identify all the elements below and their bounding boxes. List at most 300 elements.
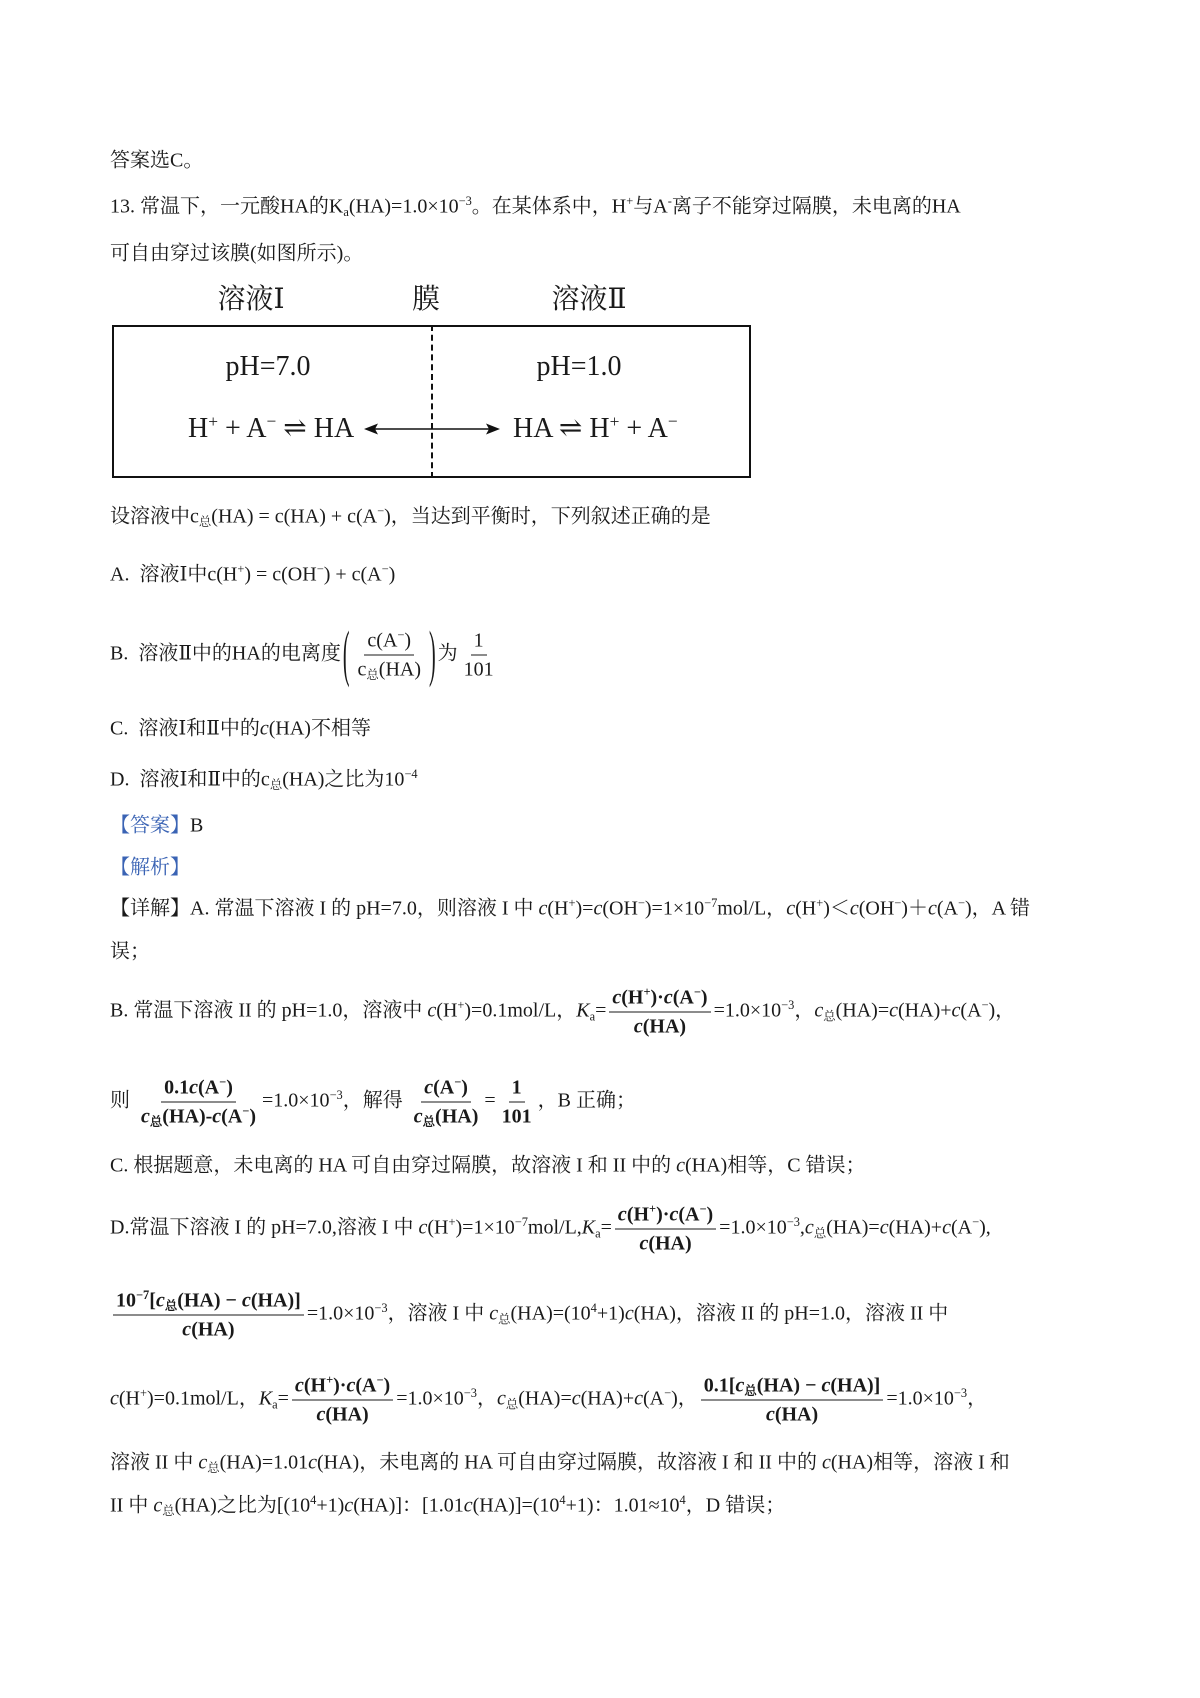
fraction-denominator xyxy=(313,1401,371,1428)
detail-line-a1 xyxy=(110,896,1030,923)
superscript: 4 xyxy=(310,1493,317,1508)
italic-variable: c xyxy=(951,999,961,1022)
text-run: )， xyxy=(671,1387,698,1410)
text-run: = xyxy=(484,1089,496,1112)
text-run: (H xyxy=(436,999,458,1022)
detail-line-d4 xyxy=(110,1450,1010,1477)
superscript: −3 xyxy=(786,1215,800,1230)
text-run: +1) xyxy=(596,1302,625,1325)
text-run: =1.0×10 xyxy=(306,1302,375,1325)
subscript: 总 xyxy=(422,1115,436,1130)
text-run: , xyxy=(799,1216,805,1239)
fraction xyxy=(461,628,497,683)
text-run: (HA)=1.0×10 xyxy=(348,195,459,218)
detail-line-d2 xyxy=(110,1288,948,1343)
text-run: )· xyxy=(656,1203,670,1226)
superscript: −3 xyxy=(374,1301,388,1316)
italic-variable: c xyxy=(212,1105,222,1128)
text-run: C. 根据题意，未电离的 HA 可自由穿过隔膜，故溶液 I 和 II 中的 xyxy=(110,1154,677,1177)
double-headed-arrow-icon xyxy=(362,419,502,439)
answer-line xyxy=(110,813,203,840)
italic-variable: K xyxy=(576,999,590,1022)
superscript: − xyxy=(242,1104,250,1119)
superscript: −3 xyxy=(953,1386,968,1401)
fraction-numerator xyxy=(701,1373,884,1401)
text-run: D.常温下溶液 I 的 pH=7.0,溶液 I 中 xyxy=(110,1216,419,1239)
italic-variable: c xyxy=(765,1403,775,1426)
superscript: + xyxy=(237,562,245,577)
subscript: a xyxy=(595,1226,601,1241)
italic-variable: c xyxy=(346,1374,356,1397)
italic-variable: c xyxy=(942,1216,951,1239)
text-run: (HA)- xyxy=(162,1105,213,1128)
fraction xyxy=(609,985,710,1040)
text-run: (H xyxy=(118,1387,140,1410)
text-run: (HA) xyxy=(191,1318,235,1341)
large-parenthesis: ) xyxy=(429,620,436,690)
italic-variable: c xyxy=(538,897,548,920)
fraction xyxy=(113,1288,304,1343)
italic-variable: c xyxy=(624,1302,634,1325)
text-run: + A xyxy=(619,413,668,445)
superscript: − xyxy=(377,504,385,519)
superscript: − xyxy=(316,562,324,577)
subscript: 总 xyxy=(149,1115,163,1130)
fraction-numerator xyxy=(292,1373,393,1401)
text-run: (A xyxy=(678,1203,700,1226)
large-parenthesis: ( xyxy=(342,620,350,690)
subscript: a xyxy=(589,1009,596,1024)
text-run: mol/L, xyxy=(527,1216,582,1239)
subscript: 总 xyxy=(164,1299,178,1314)
italic-variable: c xyxy=(669,1203,679,1226)
text-run: ) xyxy=(706,1203,714,1226)
superscript: + xyxy=(649,1202,657,1217)
text-run: (H xyxy=(547,897,569,920)
italic-variable: K xyxy=(581,1216,596,1239)
text-run: 10 xyxy=(116,1289,136,1312)
text-run: (HA)之比为[(10 xyxy=(174,1494,311,1517)
superscript: −7 xyxy=(514,1215,528,1230)
text-run: ) xyxy=(226,1076,233,1099)
text-run: (HA)相等，C 错误； xyxy=(685,1154,866,1177)
subscript: 总 xyxy=(823,1009,836,1024)
superscript: + xyxy=(448,1215,456,1230)
italic-variable: c xyxy=(141,1105,150,1128)
text-run: 13. 常温下，一元酸HA的K xyxy=(110,195,344,218)
text-run: ) xyxy=(249,1105,256,1128)
superscript: − xyxy=(454,1075,462,1090)
text-run: (HA) xyxy=(378,658,421,681)
text-run: (HA) − xyxy=(177,1289,242,1312)
subscript: a xyxy=(272,1397,278,1412)
fraction-denominator xyxy=(499,1103,535,1130)
italic-variable: c xyxy=(633,1015,643,1038)
text-run: (A xyxy=(221,1105,243,1128)
text-run: (HA) xyxy=(774,1403,819,1426)
text-run: 101 xyxy=(463,658,494,681)
text-run: (HA)+ xyxy=(888,1216,943,1239)
fraction-numerator xyxy=(471,628,487,656)
text-run: (A xyxy=(643,1387,665,1410)
text-run: (HA)+ xyxy=(580,1387,635,1410)
superscript: 4 xyxy=(590,1301,597,1316)
text-run: =1.0×10 xyxy=(719,1216,787,1239)
text-run: ，溶液 I 中 xyxy=(387,1302,490,1325)
italic-variable: c xyxy=(634,1387,644,1410)
subscript: 总 xyxy=(366,668,379,683)
subscript: 总 xyxy=(198,515,212,530)
text-run: (HA)不相等 xyxy=(268,717,371,740)
superscript: + xyxy=(140,1386,147,1401)
fraction-denominator xyxy=(411,1103,482,1130)
italic-variable: c xyxy=(814,999,824,1022)
text-run: (HA)+ xyxy=(898,999,952,1022)
italic-variable: c xyxy=(110,1387,119,1410)
text-run: (OH xyxy=(602,897,638,920)
italic-variable: c xyxy=(496,1387,506,1410)
superscript: + xyxy=(568,896,576,911)
fraction-denominator xyxy=(636,1230,694,1257)
fraction-numerator xyxy=(113,1288,304,1316)
italic-variable: c xyxy=(155,1289,165,1312)
text-run: ), xyxy=(979,1216,991,1239)
analysis-tag: 【解析】 xyxy=(110,856,190,879)
text-run: =1.0×10 xyxy=(713,999,782,1022)
italic-variable: c xyxy=(593,897,603,920)
solution-2-ph: pH=1.0 xyxy=(536,351,622,382)
text-run: (HA)= xyxy=(835,999,890,1022)
superscript: − xyxy=(957,896,965,911)
text-run: (HA) xyxy=(435,1105,479,1128)
solution-2-label: 溶液Ⅱ xyxy=(551,284,627,315)
detail-line-b2 xyxy=(110,1075,636,1130)
fraction-numerator xyxy=(609,985,710,1013)
analysis-heading xyxy=(110,855,190,882)
text-run: (HA)] xyxy=(250,1289,301,1312)
detail-line-d3 xyxy=(110,1373,987,1428)
fraction-numerator xyxy=(615,1202,716,1230)
text-run: )= xyxy=(575,897,594,920)
text-run: (A xyxy=(355,1374,377,1397)
text-run: D. 溶液Ⅰ和Ⅱ中的c xyxy=(110,768,270,791)
text-run: ) xyxy=(700,986,708,1009)
text-run: c xyxy=(357,658,367,681)
superscript: + xyxy=(816,896,824,911)
text-run: ⇌ HA xyxy=(276,413,355,445)
subscript: 总 xyxy=(207,1461,220,1476)
superscript: − xyxy=(693,985,701,1000)
text-run: (H xyxy=(621,986,644,1009)
text-run: (HA)=1.01 xyxy=(219,1451,309,1474)
superscript: −3 xyxy=(781,998,795,1013)
text-run: (HA)，溶液 II 的 pH=1.0，溶液 II 中 xyxy=(633,1302,949,1325)
superscript: − xyxy=(376,1373,384,1388)
fraction xyxy=(355,628,425,683)
text-run: ，解得 xyxy=(342,1089,408,1112)
text-run: (HA)之比为10 xyxy=(282,768,405,791)
text-run: B. 常温下溶液 II 的 pH=1.0，溶液中 xyxy=(110,999,428,1022)
fraction-numerator xyxy=(161,1075,236,1103)
italic-variable: c xyxy=(259,717,269,740)
fraction-numerator xyxy=(509,1075,525,1103)
text-run: =1.0×10 xyxy=(262,1089,330,1112)
italic-variable: c xyxy=(153,1494,163,1517)
option-a xyxy=(110,562,395,589)
text-run: 离子不能穿过隔膜，未电离的HA xyxy=(671,195,961,218)
fraction xyxy=(499,1075,535,1130)
text-run: (A xyxy=(198,1076,220,1099)
superscript: + xyxy=(643,985,651,1000)
italic-variable: c xyxy=(786,897,796,920)
superscript: + xyxy=(626,194,634,209)
superscript: + xyxy=(457,998,465,1013)
text-run: (H xyxy=(427,1216,449,1239)
italic-variable: K xyxy=(258,1387,273,1410)
italic-variable: c xyxy=(927,897,937,920)
text-run: )=0.1mol/L， xyxy=(147,1387,259,1410)
text-run: (HA) − xyxy=(756,1374,822,1397)
subscript: 总 xyxy=(744,1384,757,1399)
text-run: )=1×10 xyxy=(455,1216,515,1239)
italic-variable: c xyxy=(889,999,899,1022)
fraction xyxy=(701,1373,884,1428)
superscript: + xyxy=(609,411,620,431)
solution-2-equilibrium xyxy=(513,412,678,446)
superscript: − xyxy=(266,411,277,431)
text-run: 与A xyxy=(633,195,668,218)
text-run: ，D 错误； xyxy=(685,1494,786,1517)
superscript: - xyxy=(667,194,672,209)
detail-line-d5 xyxy=(110,1493,785,1520)
text-run: )＜ xyxy=(823,897,850,920)
text-run: ) xyxy=(383,1374,391,1397)
text-run: (A xyxy=(672,986,694,1009)
italic-variable: c xyxy=(735,1374,745,1397)
superscript: + xyxy=(208,411,219,431)
text-run: II 中 xyxy=(110,1494,154,1517)
fraction xyxy=(411,1075,482,1130)
text-run: = xyxy=(277,1387,289,1410)
text-run: (H xyxy=(626,1203,650,1226)
italic-variable: c xyxy=(198,1451,208,1474)
text-run: )=0.1mol/L， xyxy=(464,999,577,1022)
solution-1-label: 溶液Ⅰ xyxy=(217,284,285,315)
text-run: +1)：1.01≈10 xyxy=(565,1494,680,1517)
text-run: (HA)] xyxy=(830,1374,881,1397)
text-run: 则 xyxy=(110,1089,135,1112)
text-run: =1.0×10 xyxy=(886,1387,954,1410)
italic-variable: c xyxy=(424,1076,434,1099)
question-setup-line xyxy=(110,504,711,531)
text-run: )=1×10 xyxy=(644,897,705,920)
text-run: )＋ xyxy=(901,897,928,920)
text-run: ， xyxy=(967,1387,988,1410)
superscript: −7 xyxy=(704,896,718,911)
text-run: (HA)= xyxy=(826,1216,880,1239)
fraction xyxy=(615,1202,716,1257)
superscript: − xyxy=(397,628,405,643)
fraction-denominator xyxy=(631,1013,689,1040)
italic-variable: c xyxy=(612,986,622,1009)
text-run: (H xyxy=(303,1374,327,1397)
text-run: (HA) xyxy=(325,1403,369,1426)
detail-line-a2: 误； xyxy=(110,940,150,963)
subscript: 总 xyxy=(813,1226,827,1241)
text-run: (HA)= xyxy=(518,1387,572,1410)
superscript: −3 xyxy=(458,194,472,209)
superscript: + xyxy=(326,1373,334,1388)
detail-line-d1 xyxy=(110,1202,991,1257)
text-run: ) + c(A xyxy=(323,563,382,586)
text-run: (HA) xyxy=(642,1015,687,1038)
italic-variable: c xyxy=(316,1403,326,1426)
answer-value: B xyxy=(190,814,204,837)
text-run: (H xyxy=(795,897,817,920)
text-run: H xyxy=(188,413,209,445)
text-run: ) xyxy=(388,563,396,586)
subscript: 总 xyxy=(162,1504,175,1519)
text-run: 溶液 II 中 xyxy=(110,1451,199,1474)
text-run: (HA) xyxy=(648,1232,692,1255)
text-run: 设溶液中c xyxy=(110,505,199,528)
italic-variable: c xyxy=(617,1203,627,1226)
question-stem-line-2: 可自由穿过该膜(如图所示)。 xyxy=(110,242,364,265)
text-run: )· xyxy=(650,986,664,1009)
text-run: )· xyxy=(333,1374,347,1397)
option-b xyxy=(110,620,500,690)
italic-variable: c xyxy=(849,897,859,920)
text-run: ， xyxy=(794,999,815,1022)
text-run: = xyxy=(600,1216,612,1239)
italic-variable: c xyxy=(571,1387,581,1410)
superscript: −3 xyxy=(329,1088,343,1103)
membrane-dashed-line xyxy=(431,325,433,478)
superscript: 4 xyxy=(559,1493,566,1508)
detail-line-c1 xyxy=(110,1153,866,1180)
italic-variable: c xyxy=(676,1154,685,1177)
superscript: − xyxy=(667,411,678,431)
italic-variable: c xyxy=(821,1374,831,1397)
previous-answer-line: 答案选C。 xyxy=(110,149,204,172)
solution-1-equilibrium xyxy=(188,412,354,446)
italic-variable: c xyxy=(182,1318,192,1341)
italic-variable: c xyxy=(489,1302,499,1325)
text-run: ) xyxy=(404,629,412,652)
answer-tag: 【答案】 xyxy=(110,814,190,837)
italic-variable: c xyxy=(418,1216,428,1239)
text-run: +1) xyxy=(316,1494,345,1517)
italic-variable: c xyxy=(241,1289,251,1312)
fraction-denominator xyxy=(355,656,425,683)
italic-variable: c xyxy=(804,1216,814,1239)
superscript: − xyxy=(972,1215,980,1230)
fraction-numerator xyxy=(421,1075,471,1103)
text-run: ，B 正确； xyxy=(537,1089,636,1112)
superscript: −3 xyxy=(463,1386,477,1401)
italic-variable: c xyxy=(189,1076,199,1099)
text-run: 1 xyxy=(473,629,484,652)
text-run: (OH xyxy=(858,897,895,920)
superscript: − xyxy=(894,896,902,911)
subscript: 总 xyxy=(269,778,283,793)
membrane-diagram xyxy=(100,270,760,485)
text-run: 101 xyxy=(501,1105,532,1128)
fraction-numerator xyxy=(364,628,414,656)
fraction xyxy=(138,1075,259,1130)
superscript: − xyxy=(381,562,389,577)
text-run: 0.1[ xyxy=(703,1374,736,1397)
superscript: − xyxy=(664,1386,672,1401)
italic-variable: c xyxy=(463,1494,473,1517)
text-run: 。在某体系中，H xyxy=(471,195,627,218)
text-run: =1.0×10 xyxy=(396,1387,464,1410)
text-run: 1 xyxy=(511,1076,522,1099)
solution-1-ph: pH=7.0 xyxy=(225,351,311,382)
text-run: (HA)]：[1.01 xyxy=(353,1494,464,1517)
italic-variable: c xyxy=(294,1374,304,1397)
option-c xyxy=(110,716,371,743)
italic-variable: c xyxy=(879,1216,889,1239)
superscript: − xyxy=(981,998,989,1013)
text-run: + A xyxy=(218,413,267,445)
subscript: a xyxy=(343,205,349,220)
text-run: (A xyxy=(433,1076,455,1099)
text-run: 0.1 xyxy=(164,1076,190,1099)
text-run: mol/L， xyxy=(717,897,787,920)
membrane-label: 膜 xyxy=(411,284,441,315)
italic-variable: c xyxy=(427,999,437,1022)
subscript: 总 xyxy=(498,1312,511,1327)
italic-variable: c xyxy=(344,1494,354,1517)
option-d xyxy=(110,767,418,794)
text-run: B. 溶液Ⅱ中的HA的电离度 xyxy=(110,642,341,665)
text-run: [ xyxy=(149,1289,156,1312)
text-run: = xyxy=(595,999,607,1022)
fraction xyxy=(292,1373,393,1428)
text-run: )，A 错 xyxy=(964,897,1030,920)
italic-variable: c xyxy=(308,1451,317,1474)
text-run: ) = c(OH xyxy=(244,563,317,586)
superscript: − xyxy=(699,1202,707,1217)
text-run: )，当达到平衡时，下列叙述正确的是 xyxy=(384,505,711,528)
text-run: (A xyxy=(950,1216,973,1239)
superscript: − xyxy=(637,896,645,911)
italic-variable: c xyxy=(413,1105,423,1128)
text-run: 为 xyxy=(437,642,458,665)
text-run: A. 溶液Ⅰ中c(H xyxy=(110,563,238,586)
question-stem-line-1 xyxy=(110,194,961,221)
fraction-denominator xyxy=(138,1103,259,1130)
italic-variable: c xyxy=(663,986,673,1009)
superscript: 4 xyxy=(679,1493,686,1508)
superscript: − xyxy=(219,1075,227,1090)
text-run: ) xyxy=(461,1076,468,1099)
fraction-denominator xyxy=(461,656,497,683)
text-run: (A xyxy=(936,897,958,920)
subscript: 总 xyxy=(505,1397,519,1412)
text-run: (HA)=(10 xyxy=(510,1302,591,1325)
text-run: c(A xyxy=(367,629,398,652)
superscript: −7 xyxy=(136,1288,150,1303)
superscript: −4 xyxy=(404,767,418,782)
fraction-denominator xyxy=(179,1316,237,1343)
text-run: ， xyxy=(476,1387,497,1410)
text-run: HA ⇌ H xyxy=(513,413,610,445)
detail-line-b1 xyxy=(110,985,1015,1040)
text-run: 【详解】A. 常温下溶液 I 的 pH=7.0，则溶液 I 中 xyxy=(110,897,539,920)
fraction-denominator xyxy=(763,1401,821,1428)
